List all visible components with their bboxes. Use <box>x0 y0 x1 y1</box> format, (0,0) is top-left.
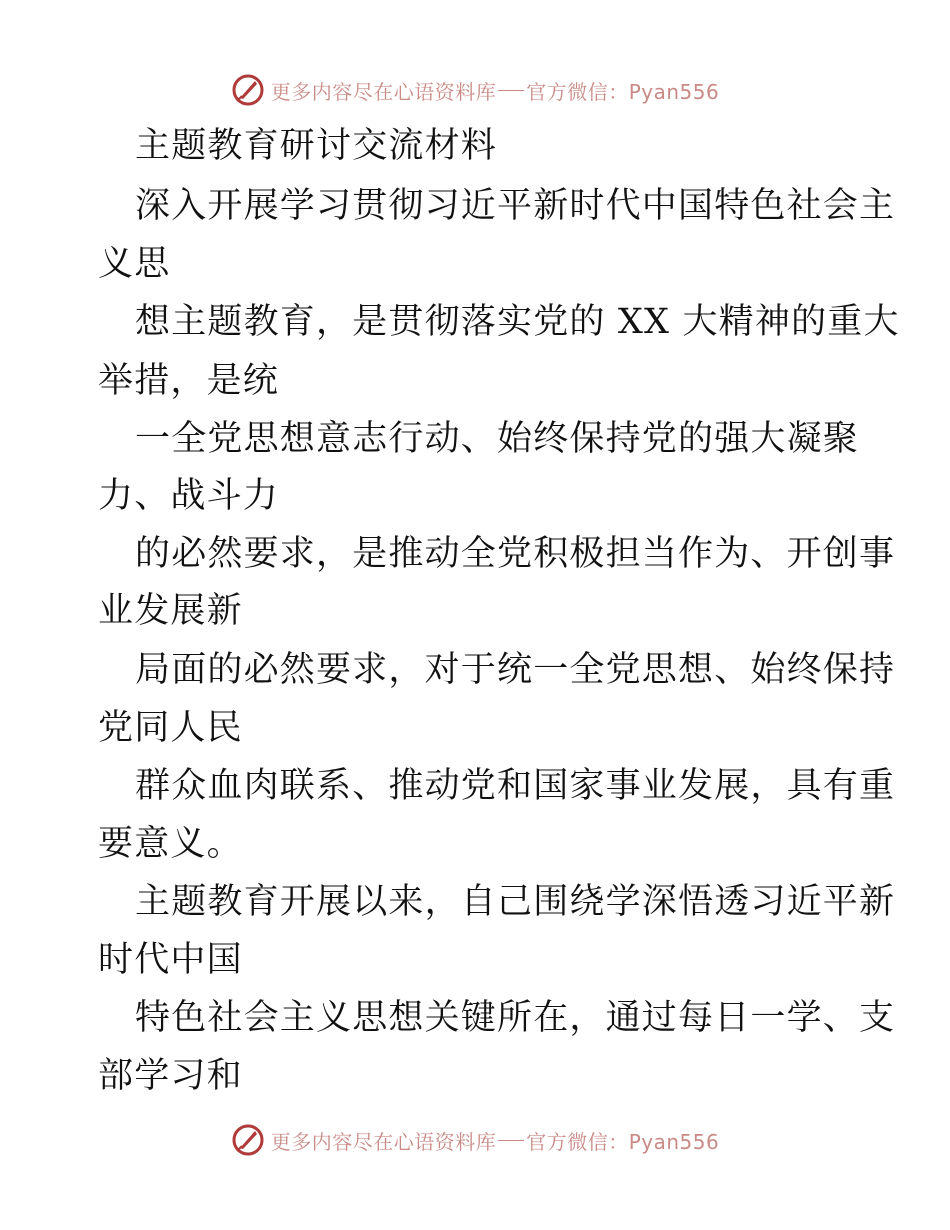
header-watermark <box>0 70 950 110</box>
text-line: 群众血肉联系、推动党和国家事业发展，具有重 <box>135 766 896 806</box>
text-line: 要意义。 <box>98 824 243 864</box>
text-line: 一全党思想意志行动、始终保持党的强大凝聚 <box>135 419 860 459</box>
text-line: 业发展新 <box>98 591 243 631</box>
text-line: 特色社会主义思想关键所在，通过每日一学、支 <box>135 998 896 1038</box>
text-line: 时代中国 <box>98 940 243 980</box>
quill-logo-icon <box>231 1123 265 1157</box>
footer-watermark <box>0 1120 950 1160</box>
text-line: 想主题教育，是贯彻落实党的 XX 大精神的重大 <box>135 302 900 342</box>
watermark-dash <box>498 1140 524 1141</box>
document-title: 主题教育研讨交流材料 <box>135 126 498 166</box>
watermark-prefix: 更多内容尽在心语资料库 <box>270 1129 497 1154</box>
watermark-dash <box>498 90 524 91</box>
text-line: 主题教育开展以来，自己围绕学深悟透习近平新 <box>135 882 896 922</box>
text-line: 局面的必然要求，对于统一全党思想、始终保持 <box>135 650 896 690</box>
text-line: 党同人民 <box>98 708 243 748</box>
watermark-prefix: 更多内容尽在心语资料库 <box>270 79 497 104</box>
watermark-suffix: 官方微信：Pyan556 <box>526 1129 720 1154</box>
text-line: 力、战斗力 <box>98 476 280 516</box>
text-line: 的必然要求，是推动全党积极担当作为、开创事 <box>135 534 896 574</box>
text-line: 举措，是统 <box>98 361 280 401</box>
text-line: 部学习和 <box>98 1056 243 1096</box>
quill-logo-icon <box>231 73 265 107</box>
text-line: 义思 <box>98 244 171 284</box>
text-line: 深入开展学习贯彻习近平新时代中国特色社会主 <box>135 186 896 226</box>
watermark-suffix: 官方微信：Pyan556 <box>526 79 720 104</box>
